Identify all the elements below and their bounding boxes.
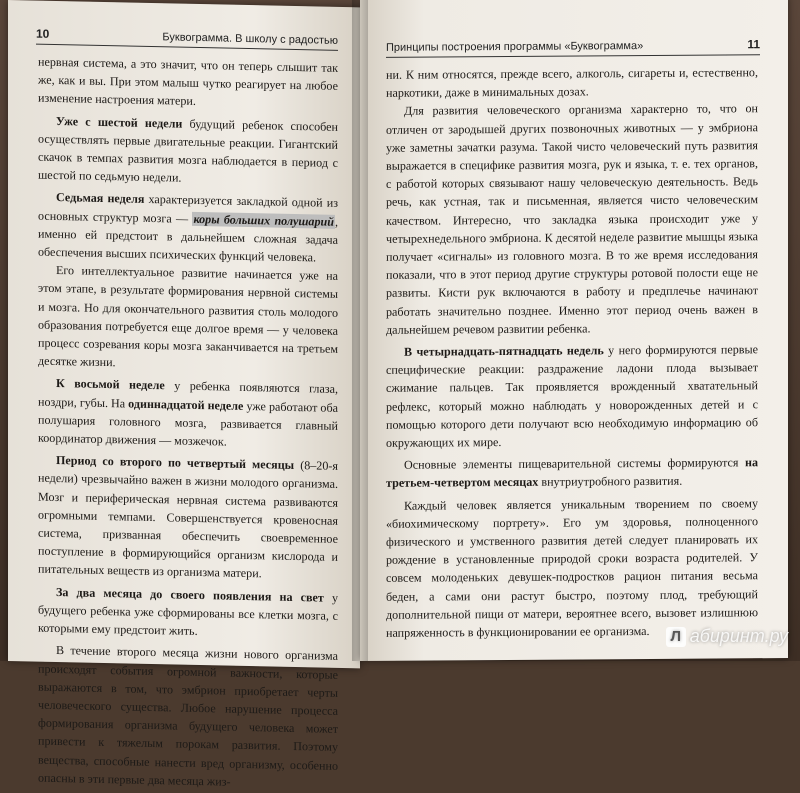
paragraph: Седьмая неделя характеризуется закладкой одной из основных структур мозга — коры больших полушарий, именно ей предстоит в дальнейшем сложная задача обеспечения высших психических функций человека.	[38, 190, 338, 265]
book-gutter	[352, 0, 368, 661]
paragraph: За два месяца до своего появления на свет у будущего ребенка уже сформированы все клетки мозга, с которыми ему предстоит жить.	[38, 584, 338, 639]
left-page-header	[36, 27, 338, 51]
paragraph: К восьмой неделе у ребенка появляются глаза, ноздри, губы. На одиннадцатой неделе уже работают оба полушария головного мозга, развивается главный координатор движения — мозжечок.	[38, 376, 339, 449]
right-page	[360, 0, 788, 661]
left-page-number: 10	[36, 26, 50, 41]
paragraph: Период со второго по четвертый месяцы (8–20-я недели) чрезвычайно важен в жизни молодого организма. Мозг и периферическая нервная система развиваются огромными темпами. Совершенствуется кровеносная система, призванная обеспечить своевременное поступление в формирующийся организм кислорода и питательных веществ из организма матери.	[38, 453, 338, 581]
right-running-title: Принципы построения программы «Буквограмма»	[386, 40, 644, 54]
right-page-number: 11	[747, 37, 760, 52]
left-page-text	[38, 53, 338, 793]
right-page-text	[386, 63, 758, 642]
paragraph: Уже с шестой недели будущий ребенок способен осуществлять первые двигательные реакции. Гигантский скачок в темпах развития мозга наблюдается в период с шестой по седьмую недели.	[38, 113, 338, 185]
paragraph: Его интеллектуальное развитие начинается уже на этом этапе, в результате формирования нервной системы и мозга. Но для окончательного развития столь молодого образования потребуется еще долгое время — у человека процесс созревания коры мозга заканчивается на третьем десятке жизни.	[38, 263, 338, 370]
labirint-watermark	[666, 626, 788, 647]
paragraph: Основные элементы пищеварительной системы формируются на третьем-четвертом месяцах внутриутробного развития.	[386, 455, 758, 491]
right-page-header	[386, 37, 760, 58]
paragraph: нервная система, а это значит, что он теперь слышит так же, как и вы. При этом малыш чутко реагирует на любое изменение настроения матери.	[38, 54, 338, 109]
left-page	[8, 0, 360, 789]
paragraph: Каждый человек является уникальным творением по своему «биохимическому портрету». Его ум здоровья, полноценного физического и умственного развития детей следует планировать их рождение в установленные природой сроки возраста родителей. У совсем молоденьких девушек-подростков рацион питания весьма беден, а сами они растут быстро, поэтому плод, требующий дополнительной пищи от матери, вероятнее всего, вызовет излишнюю напряженность в функционировании ее организма.	[386, 495, 758, 640]
left-running-title: Буквограмма. В школу с радостью	[162, 31, 338, 47]
paragraph: Для развития человеческого организма характерно то, что он отличен от зародышей других позвоночных животных — у эмбриона уже заметны зачатки разума. Такой чисто человеческий путь развития выражается в специфике развития мозга, рук и языка, т. е. тех органов, с работой которых связывают нашу человеческую деятельность. Ведь речь, как устная, так и письменная, является чисто человеческим качеством. Интересно, что закладка языка происходит уже у четырехнедельного эмбриона. К десятой неделе развитие мышцы языка получает «сигналы» из головного мозга. В то же время исследования показали, что в этот период другие структуры ротовой полости еще не развиты. Кисти рук включаются в работу и предплечье начинают работать значительно позднее. Именно этот период очень важен в дальнейшем речевом развитии ребенка.	[386, 101, 758, 337]
labirint-logo-icon: Л	[666, 627, 686, 647]
paragraph: В четырнадцать-пятнадцать недель у него формируются первые специфические реакции: раздражение ладони плода вызывает сжимание пальцев. Так проявляется врожденный хватательный рефлекс, который можно наблюдать у новорожденных детей и с помощью которого дети получают всю необходимую информацию об окружающих их мире.	[386, 342, 758, 450]
paragraph: В течение второго месяца жизни нового организма происходят события огромной важности, которые выражаются в том, что эмбрион приобретает черты человеческого существа. Любое нарушение процесса формирования организма будущего человека может привести к тяжелым порокам развития. Поэтому вещества, способные нанести вред организму, особенно опасны в эти первые два месяца жиз-	[38, 643, 338, 789]
watermark-text: абиринт.ру	[689, 626, 788, 646]
paragraph: ни. К ним относятся, прежде всего, алкоголь, сигареты и, естественно, наркотики, даже в минимальных дозах.	[386, 65, 758, 101]
